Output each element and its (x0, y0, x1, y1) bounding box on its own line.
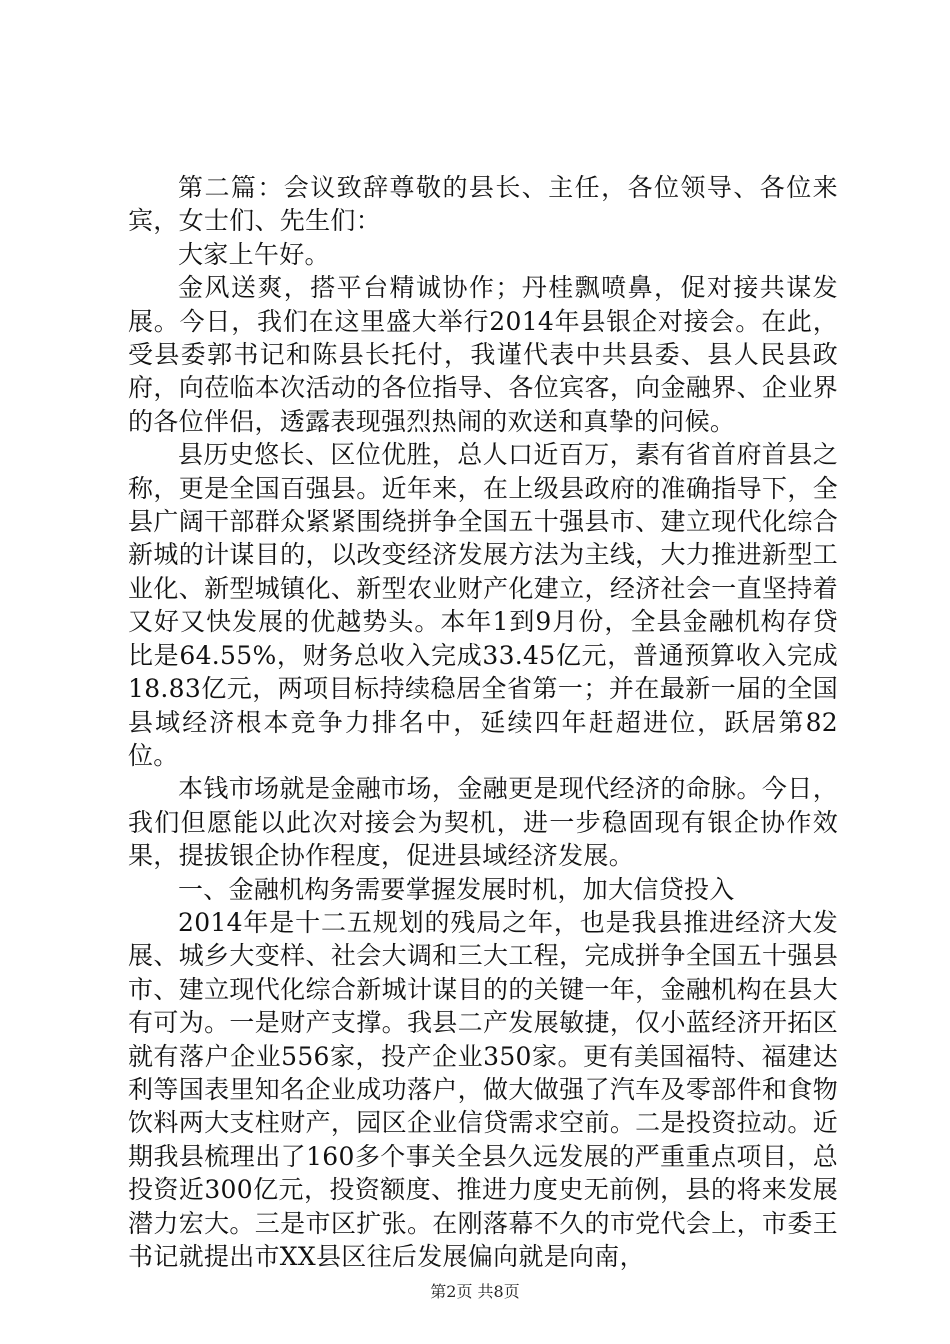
paragraph-heading-greeting: 第二篇：会议致辞尊敬的县长、主任，各位领导、各位来宾，女士们、先生们： (128, 173, 838, 236)
section-heading-one: 一、金融机构务需要掌握发展时机，加大信贷投入 (178, 874, 735, 904)
paragraph-capital-market: 本钱市场就是金融市场，金融更是现代经济的命脉。今日，我们但愿能以此次对接会为契机，进一步稳固现有银企协作效果，提拔银企协作程度，促进县域经济发展。 (128, 774, 838, 871)
page-number-footer: 第2页 共8页 (430, 1282, 520, 1301)
document-body (128, 171, 838, 1273)
paragraph-good-morning: 大家上午好。 (178, 239, 330, 269)
paragraph-county-overview: 县历史悠长、区位优胜，总人口近百万，素有省首府首县之称，更是全国百强县。近年来，在上级县政府的准确指导下，全县广阔干部群众紧紧围绕拼争全国五十强县市、建立现代化综合新城的计谋目的，以改变经济发展方法为主线，大力推进新型工业化、新型城镇化、新型农业财产化建立，经济社会一直坚持着又好又快发展的优越势头。本年1到9月份，全县金融机构存贷比是64.55%，财务总收入完成33.45亿元，普通预算收入完成18.83亿元，两项目标持续稳居全省第一；并在最新一届的全国县域经济根本竞争力排名中，延续四年赶超进位，跃居第82位。 (128, 440, 838, 770)
paragraph-2014-plan: 2014年是十二五规划的残局之年，也是我县推进经济大发展、城乡大变样、社会大调和三大工程，完成拼争全国五十强县市、建立现代化综合新城计谋目的的关键一年，金融机构在县大有可为。一是财产支撑。我县二产发展敏捷，仅小蓝经济开拓区就有落户企业556家，投产企业350家。更有美国福特、福建达利等国表里知名企业成功落户，做大做强了汽车及零部件和食物饮料两大支柱财产，园区企业信贷需求空前。二是投资拉动。近期我县梳理出了160多个事关全县久远发展的严重重点项目，总投资近300亿元，投资额度、推进力度史无前例，县的将来发展潜力宏大。三是市区扩张。在刚落幕不久的市党代会上，市委王书记就提出市XX县区往后发展偏向就是向南， (128, 907, 838, 1271)
paragraph-welcome: 金风送爽，搭平台精诚协作；丹桂飘喷鼻，促对接共谋发展。今日，我们在这里盛大举行2014年县银企对接会。在此，受县委郭书记和陈县长托付，我谨代表中共县委、县人民县政府，向莅临本次活动的各位指导、各位宾客，向金融界、企业界的各位伴侣，透露表现强烈热闹的欢送和真挚的问候。 (128, 273, 838, 436)
